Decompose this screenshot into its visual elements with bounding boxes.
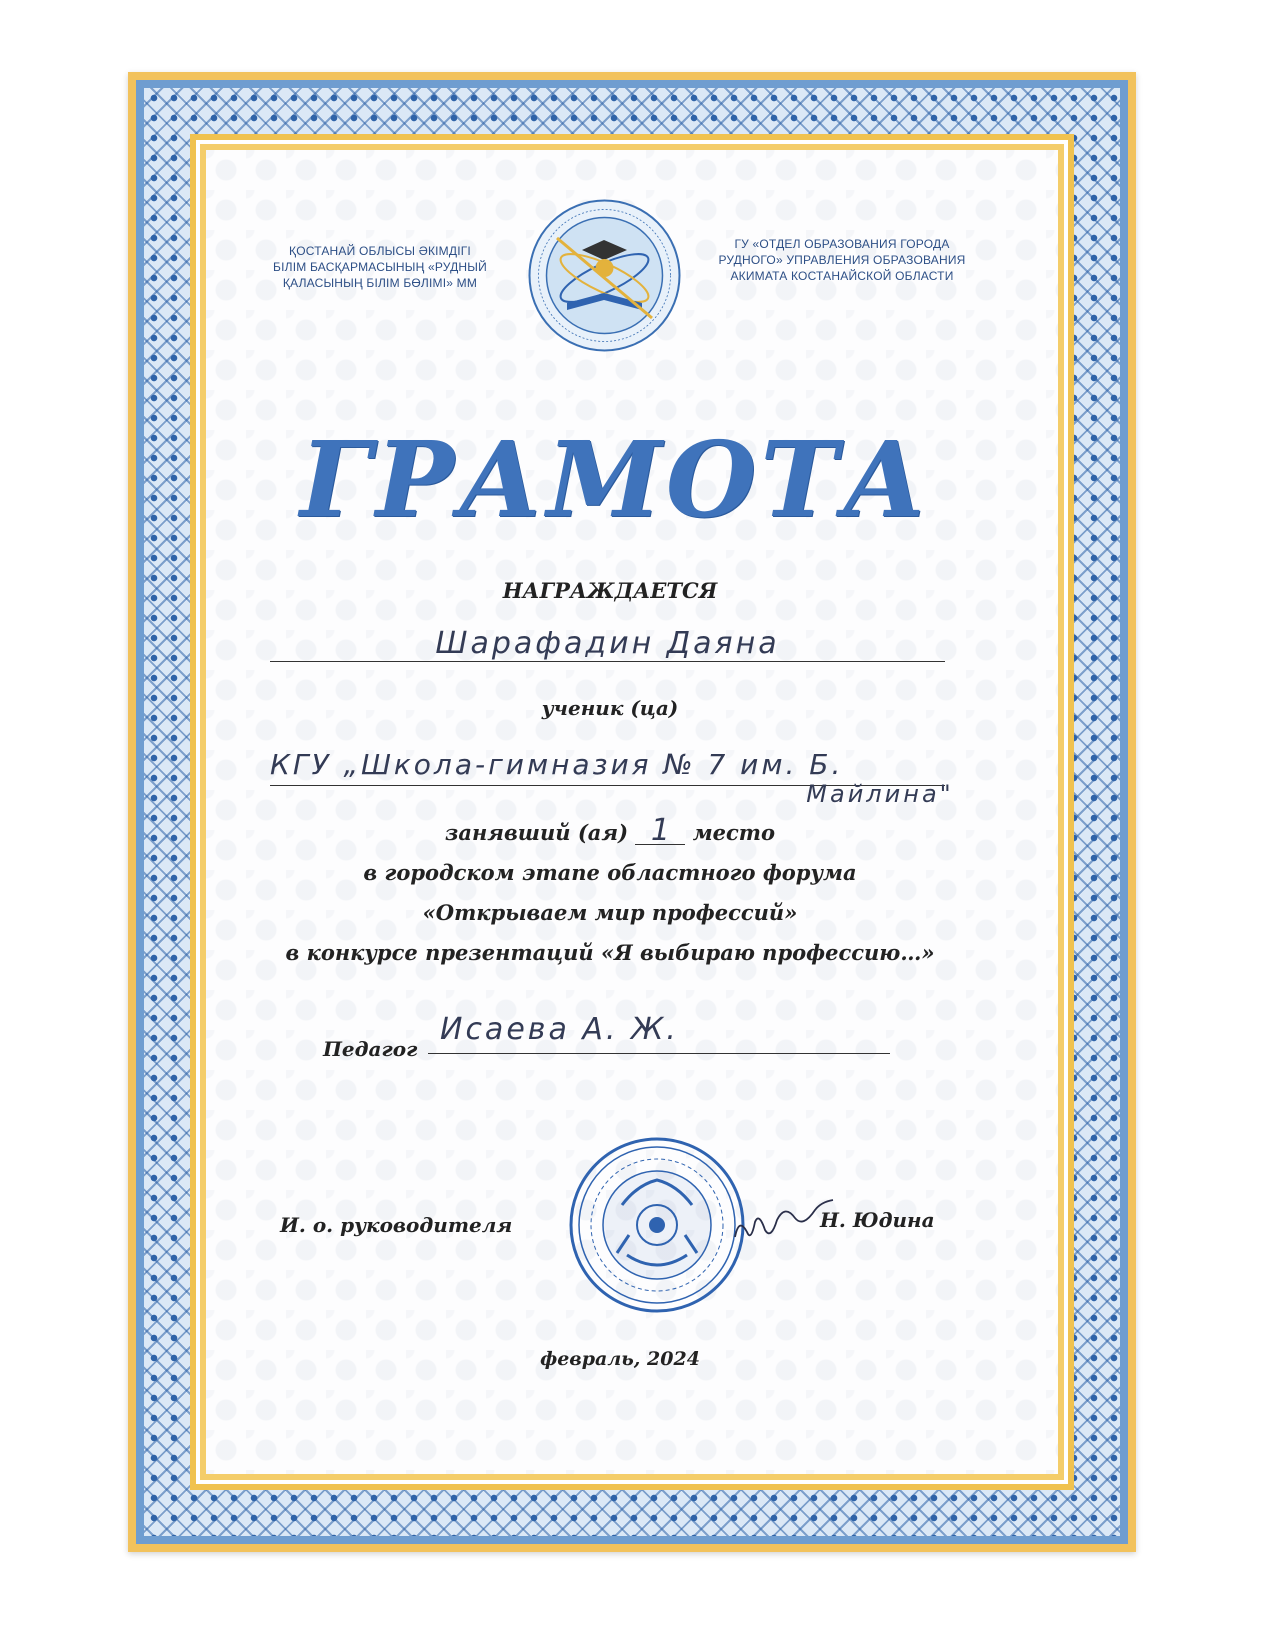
teacher-name: Исаева А. Ж. [440,1012,679,1047]
recipient-name: Шарафадин Даяна [435,626,780,661]
teacher-label: Педагог [323,1037,418,1061]
place-value: 1 [635,818,685,845]
header-russian-org: ГУ «ОТДЕЛ ОБРАЗОВАНИЯ ГОРОДА РУДНОГО» УПРАВЛЕНИЯ ОБРАЗОВАНИЯ АКИМАТА КОСТАНАЙСКОЙ ОБЛАСТИ [718,237,966,283]
education-emblem-icon [527,198,682,353]
awarded-label: НАГРАЖДАЕТСЯ [502,578,718,603]
description-line-3: в конкурсе презентаций «Я выбираю профессию…» [285,940,935,965]
teacher-underline [428,1053,890,1054]
school-name-continuation: Майлина" [806,780,954,808]
description-line-1: в городском этапе областного форума [363,860,857,885]
signatory-title: И. о. руководителя [280,1213,513,1237]
student-label: ученик (ца) [541,696,679,720]
official-seal-icon [567,1135,747,1315]
header-kazakh-org: ҚОСТАНАЙ ОБЛЫСЫ ӘКІМДІГІ БІЛІМ БАСҚАРМАСЫНЫҢ «РУДНЫЙ ҚАЛАСЫНЫҢ БІЛІМ БӨЛІМІ» ММ [273,244,487,290]
issue-date: февраль, 2024 [540,1348,700,1370]
place-row: занявший (ая) 1 место [444,813,776,848]
description-line-2: «Открываем мир профессий» [422,900,798,925]
signatory-name: Н. Юдина [820,1208,935,1232]
certificate-title: ГРАМОТА [300,418,931,541]
recipient-underline [270,661,945,662]
school-name: КГУ „Школа-гимназия № 7 им. Б. [270,748,844,781]
